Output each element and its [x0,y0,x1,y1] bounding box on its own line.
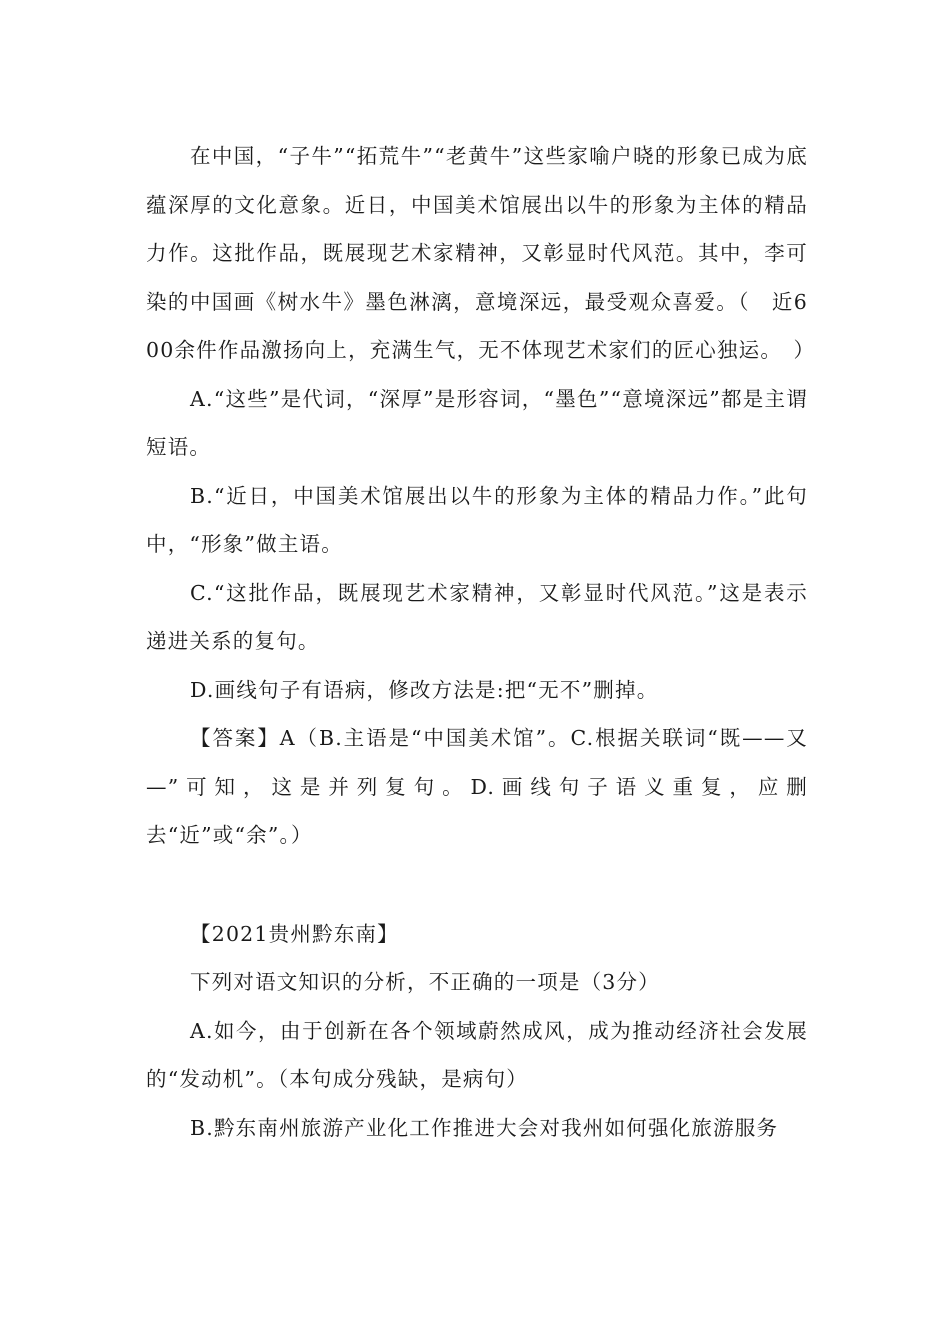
option-d: D.画线句子有语病，修改方法是:把“无不”删掉。 [190,677,659,702]
option-c: C.“这批作品，既展现艺术家精神，又彰显时代风范。”这是表示递进关系的复句。 [146,580,808,653]
document-page [146,132,816,1152]
option-b: B.“近日，中国美术馆展出以牛的形象为主体的精品力作。”此句中，“形象”做主语。 [146,483,808,556]
question-option-b: B.黔东南州旅游产业化工作推进大会对我州如何强化旅游服务 [190,1115,779,1140]
question-stem: 下列对语文知识的分析，不正确的一项是（3分） [190,970,660,994]
section-source-heading: 【2021贵州黔东南】 [190,921,399,946]
question-option-a: A.如今，由于创新在各个领域蔚然成风，成为推动经济社会发展的“发动机”。（本句成分残缺，是病句） [146,1018,808,1091]
option-a: A.“这些”是代词，“深厚”是形容词，“墨色”“意境深远”都是主谓短语。 [146,386,808,459]
answer-paragraph: 【答案】A（B.主语是“中国美术馆”。C.根据关联词“既——又—”可知，这是并列复句。D.画线句子语义重复，应删去“近”或“余”。） [146,726,808,847]
section-spacer [146,860,808,910]
passage-paragraph: 在中国，“子牛”“拓荒牛”“老黄牛”这些家喻户晓的形象已成为底蕴深厚的文化意象。近日，中国美术馆展出以牛的形象为主体的精品力作。这批作品，既展现艺术家精神，又彰显时代风范。其中，李可染的中国画《树水牛》墨色淋漓，意境深远，最受观众喜爱。（ 近600余件作品激扬向上，充满生气，无不体现艺术家们的匠心独运。 ） [146,144,816,362]
